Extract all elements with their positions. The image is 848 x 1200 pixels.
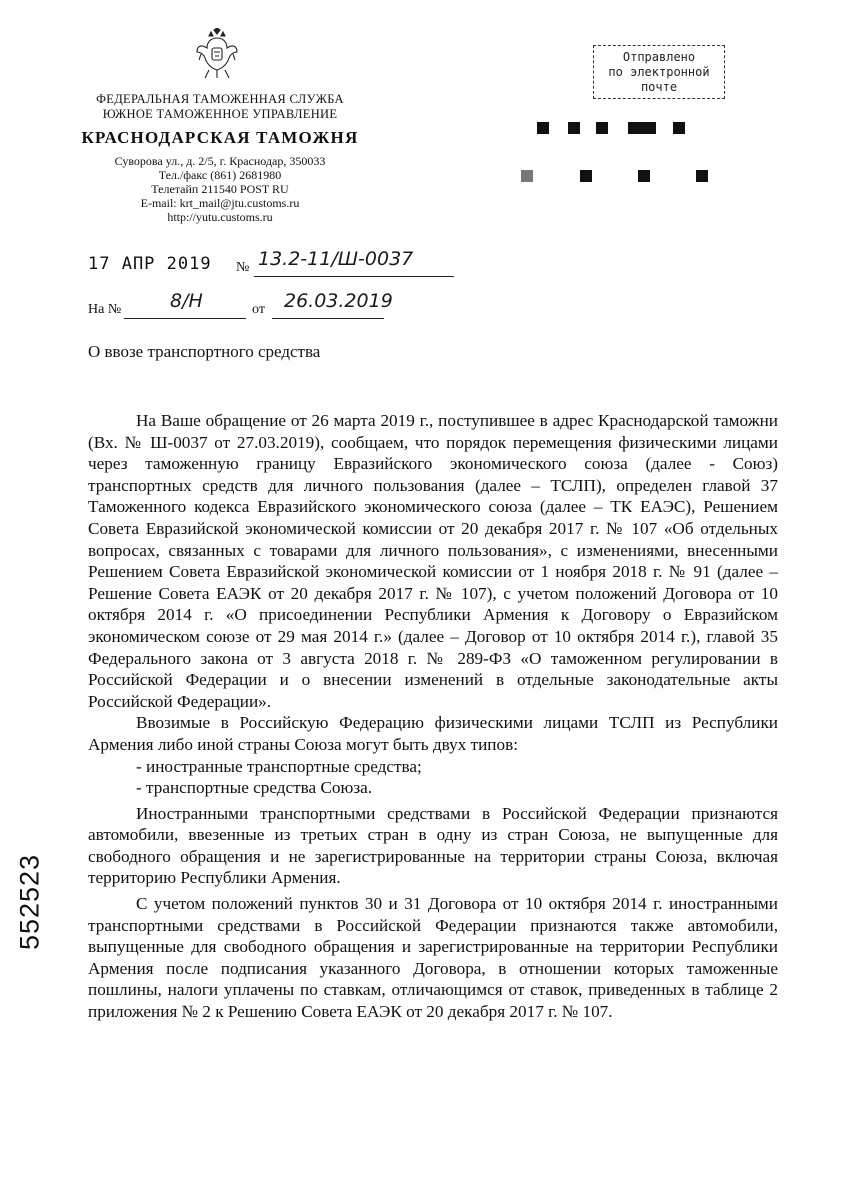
website: http://yutu.customs.ru	[167, 210, 273, 224]
stamp-line-3: почте	[640, 80, 678, 94]
letterhead	[70, 92, 370, 224]
paragraph: С учетом положений пунктов 30 и 31 Договора от 10 октября 2014 г. иностранными транспортными средствами в Российской Федерации признаются также автомобили, выпущенные для свободного обращения и зарегистрированные на территории Республики Армения после подписания указанного Договора, в отношении которых таможенные пошлины, налоги уплачены по ставкам, отличающимся от ставок, приведенных в таблице 2 приложения № 2 к Решению Совета ЕАЭК от 20 декабря 2017 г. № 107.	[88, 894, 778, 1022]
redaction-block	[673, 122, 685, 134]
agency-name: ФЕДЕРАЛЬНАЯ ТАМОЖЕННАЯ СЛУЖБА	[96, 92, 344, 106]
redaction-block	[537, 122, 549, 134]
serial-number: 552523	[14, 853, 45, 951]
redaction-block	[521, 170, 533, 182]
redaction-block	[696, 170, 708, 182]
stamp-line-1: Отправлено	[622, 50, 696, 64]
number-underline	[254, 276, 454, 277]
number-label: №	[236, 260, 250, 275]
reply-date-underline	[272, 318, 384, 319]
paragraph: Ввозимые в Российскую Федерацию физическими лицами ТСЛП из Республики Армения либо иной страны Союза могут быть двух типов:	[88, 713, 778, 754]
redaction-block	[596, 122, 608, 134]
reply-number: 8/Н	[170, 290, 203, 312]
outgoing-number: 13.2-11/Ш-0037	[258, 248, 414, 270]
phone: Тел./факс (861) 2681980	[158, 168, 282, 182]
redaction-block	[580, 170, 592, 182]
letter-body	[88, 410, 778, 1023]
teletype: Телетайп 211540 POST RU	[151, 182, 289, 196]
address: Суворова ул., д. 2/5, г. Краснодар, 350033	[114, 154, 326, 168]
stamp-line-2: по электронной	[608, 65, 710, 79]
department-name: ЮЖНОЕ ТАМОЖЕННОЕ УПРАВЛЕНИЕ	[102, 107, 338, 121]
redaction-block	[568, 122, 580, 134]
list-item: - иностранные транспортные средства;	[136, 756, 422, 776]
customs-office-title: КРАСНОДАРСКАЯ ТАМОЖНЯ	[81, 128, 359, 147]
reply-label: На №	[88, 302, 122, 317]
paragraph: На Ваше обращение от 26 марта 2019 г., поступившее в адрес Краснодарской таможни (Вх. № Ш-0037 от 27.03.2019), сообщаем, что порядок перемещения физическими лицами через таможенную границу Евразийского экономического союза (далее - Союз) транспортных средств для личного пользования (далее – ТСЛП), определен главой 37 Таможенного кодекса Евразийского экономического союза (далее – ТК ЕАЭС), Решением Совета Евразийской экономической комиссии от 20 декабря 2017 г. № 107 «Об отдельных вопросах, связанных с товарами для личного пользования», с изменениями, внесенными Решением Совета Евразийской экономической комиссии от 1 ноября 2018 г. № 91 (далее – Решение Совета ЕАЭК от 20 декабря 2017 г. № 107), с учетом положений Договора от 10 октября 2014 г. «О присоединении Республики Армения к Договору о Евразийском экономическом союзе от 29 мая 2014 г.» (далее – Договор от 10 октября 2014 г.), главой 35 Федерального закона от 3 августа 2018 г. № 289-ФЗ «О таможенном регулировании в Российской Федерации и о внесении изменений в отдельные законодательные акты Российской Федерации».	[88, 411, 778, 711]
list-item: - транспортные средства Союза.	[136, 778, 373, 798]
coat-of-arms-icon	[195, 28, 239, 80]
reply-date: 26.03.2019	[284, 290, 393, 312]
redaction-block	[638, 170, 650, 182]
letter-subject: О ввозе транспортного средства	[88, 342, 321, 361]
email: E-mail: krt_mail@jtu.customs.ru	[140, 196, 300, 210]
from-label: от	[252, 302, 265, 317]
outgoing-date: 17 АПР 2019	[88, 254, 212, 274]
redaction-block	[628, 122, 656, 134]
reply-number-underline	[124, 318, 246, 319]
sent-electronically-stamp	[593, 45, 725, 99]
paragraph: Иностранными транспортными средствами в Российской Федерации признаются автомобили, ввезенные из третьих стран в одну из стран Союза, не выпущенные для свободного обращения и не зарегистрированные на территории страны Союза, включая территорию Республики Армения.	[88, 803, 778, 888]
